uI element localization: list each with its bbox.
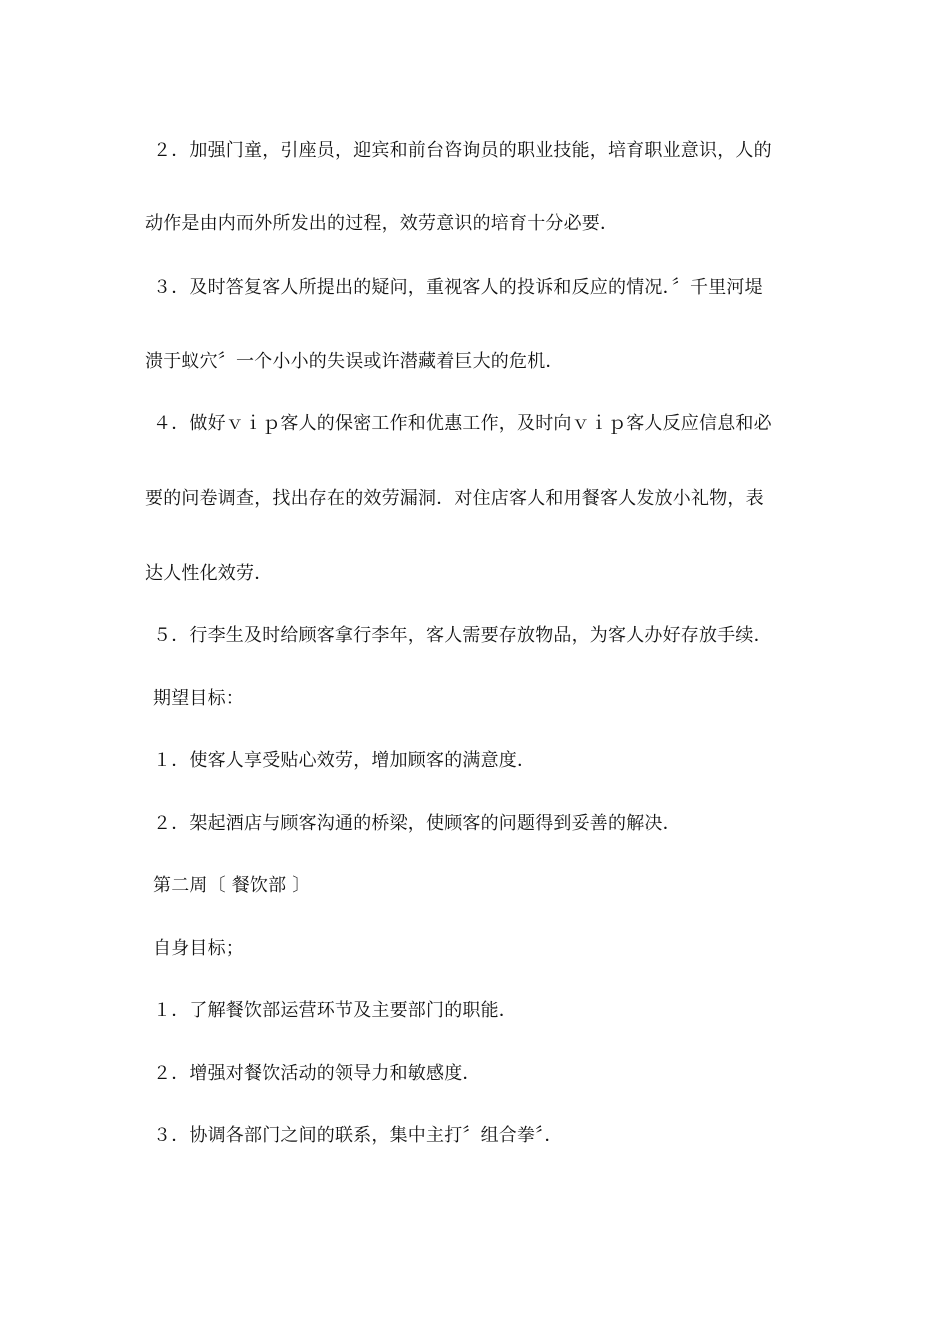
text-line: ２．增强对餐饮活动的领导力和敏感度． <box>153 1063 481 1084</box>
text-line: ５．行李生及时给顾客拿行李年，客人需要存放物品，为客人办好存放手续． <box>153 625 772 646</box>
text-line: ２．加强门童，引座员，迎宾和前台咨询员的职业技能，培育职业意识，人的 <box>153 140 772 161</box>
text-line: ４．做好ｖｉｐ客人的保密工作和优惠工作，及时向ｖｉｐ客人反应信息和必 <box>153 413 772 434</box>
text-line: ３．及时答复客人所提出的疑问，重视客人的投诉和反应的情况．〞千里河堤 <box>153 277 763 298</box>
text-line: ２．架起酒店与顾客沟通的桥梁，使顾客的问题得到妥善的解决． <box>153 813 681 834</box>
section-heading: 自身目标； <box>153 938 244 959</box>
text-line: 动作是由内而外所发出的过程，效劳意识的培育十分必要． <box>145 213 619 234</box>
section-heading: 第二周〔 餐饮部 〕 <box>153 875 311 896</box>
text-line: ３．协调各部门之间的联系，集中主打〞组合拳〞． <box>153 1125 563 1146</box>
text-line: 要的问卷调查，找出存在的效劳漏洞．对住店客人和用餐客人发放小礼物，表 <box>145 488 764 509</box>
text-line: 达人性化效劳． <box>145 563 273 584</box>
section-heading: 期望目标： <box>153 688 244 709</box>
text-line: １．使客人享受贴心效劳，增加顾客的满意度． <box>153 750 536 771</box>
text-line: １．了解餐饮部运营环节及主要部门的职能． <box>153 1000 517 1021</box>
text-line: 溃于蚁穴〞一个小小的失误或许潜藏着巨大的危机． <box>145 351 564 372</box>
